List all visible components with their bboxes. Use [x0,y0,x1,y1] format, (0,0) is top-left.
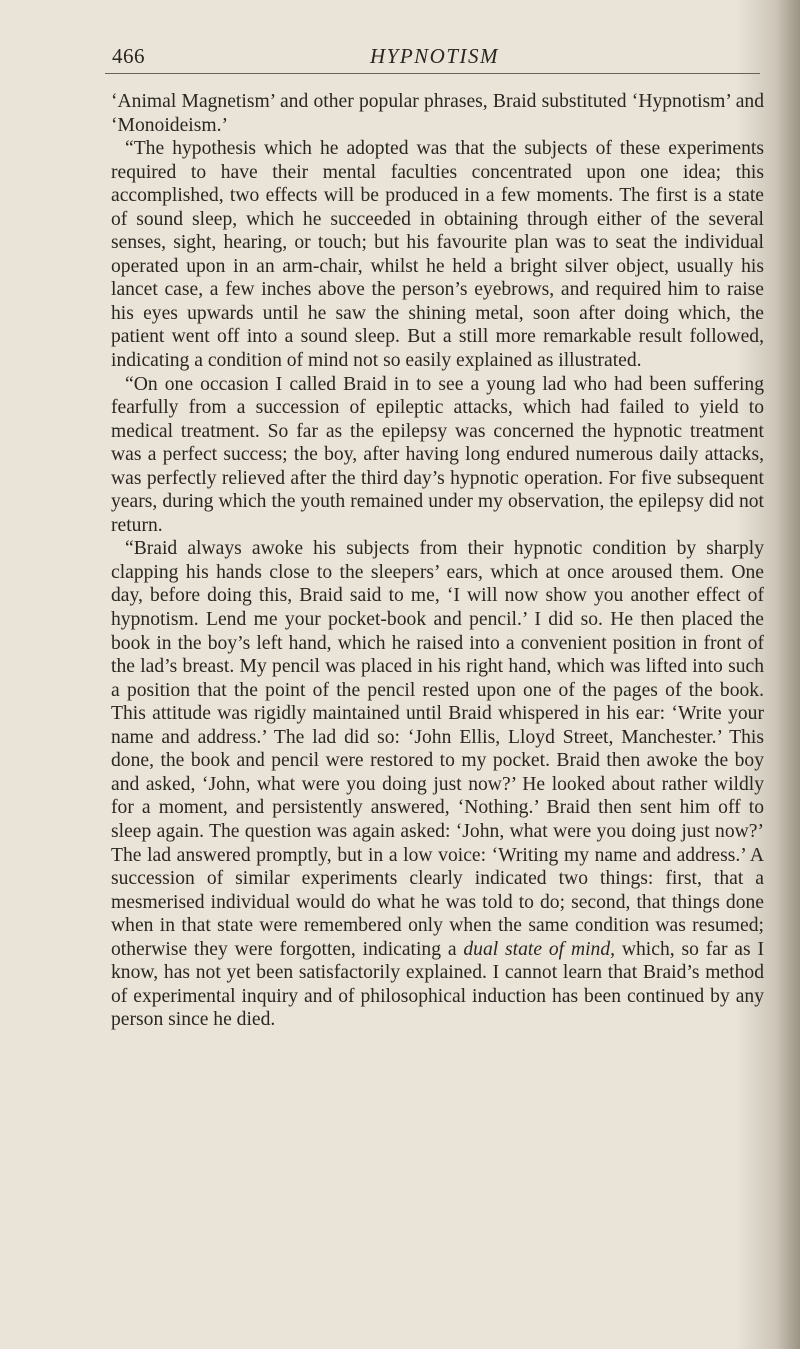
paragraph-hypothesis: “The hypothesis which he adopted was that the subjects of these experiments required to have their mental faculties concentrated upon one idea; this accomplished, two effects will be produced in a few moments. The first is a state of sound sleep, which he succeeded in obtaining through either of the several senses, sight, hearing, or touch; but his favourite plan was to seat the individual operated upon in an arm-chair, whilst he held a bright silver object, usually his lancet case, a few inches above the person’s eyebrows, and required him to raise his eyes upwards until he saw the shining metal, soon after doing which, the patient went off into a sound sleep. But a still more remarkable result followed, indicating a condition of mind not so easily explained as illustrated. [111,138,764,372]
paragraph-epilepsy-case: “On one occasion I called Braid in to see a young lad who had been suffering fearfully from a succession of epileptic attacks, which had failed to yield to medical treatment. So far as the epilepsy was concerned the hypnotic treatment was a perfect success; the boy, after having long endured numerous daily attacks, was perfectly relieved after the third day’s hypnotic operation. For five subsequent years, during which the youth remained under my observation, the epilepsy did not return. [111,373,764,536]
paragraph-continuation: ‘Animal Magnetism’ and other popular phrases, Braid substituted ‘Hypnotism’ and ‘Monoideism.’ [111,91,764,136]
paragraph-dual-state-text-after: which, so far as I know, has not yet been satisfactorily explained. I cannot learn that Braid’s method of experimental inquiry and of philosophical induction has been continued by any person since he died. [111,938,764,1031]
body-text [111,90,764,1032]
paragraph-dual-state-text-before: “Braid always awoke his subjects from their hypnotic condition by sharply clapping his hands close to the sleepers’ ears, which at once aroused them. One day, before doing this, Braid said to me, ‘I will now show you another effect of hypnotism. Lend me your pocket-book and pencil.’ I did so. He then placed the book in the boy’s left hand, which he raised into a convenient position in front of the lad’s breast. My pencil was placed in his right hand, which was lifted into such a position that the point of the pencil rested upon one of the pages of the book. This attitude was rigidly maintained until Braid whispered in his ear: ‘Write your name and address.’ The lad did so: ‘John Ellis, Lloyd Street, Manchester.’ This done, the book and pencil were restored to my pocket. Braid then awoke the boy and asked, ‘John, what were you doing just now?’ He looked about rather wildly for a moment, and persistently answered, ‘Nothing.’ Braid then sent him off to sleep again. The question was again asked: ‘John, what were you doing just now?’ The lad answered promptly, but in a low voice: ‘Writing my name and address.’ A succession of similar experiments clearly indicated two things: first, that a mesmerised individual would do what he was told to do; second, that things done when in that state were remembered only when the same condition was resumed; otherwise they were forgotten, indicating a [111,538,764,960]
dual-state-emphasis: dual state of mind, [463,938,616,960]
page-number: 466 [112,44,145,68]
paragraph-dual-state [111,537,764,1031]
header-rule [105,73,760,74]
running-head: HYPNOTISM [370,44,500,68]
page-header [112,44,770,72]
